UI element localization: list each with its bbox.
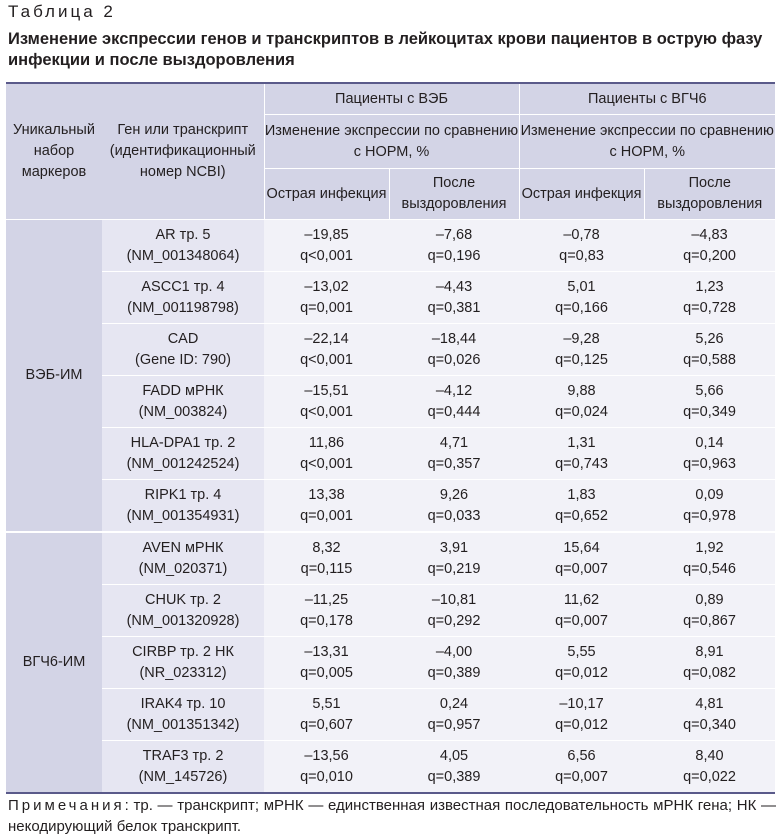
- change-value: 3,91: [439, 539, 469, 556]
- change-value: 5,66: [695, 382, 724, 399]
- table-row: [6, 324, 775, 376]
- value-cell: [389, 272, 519, 324]
- gene-cell: [102, 376, 264, 428]
- change-value: –10,17: [559, 695, 604, 712]
- value-cell: [644, 741, 775, 794]
- gene-cell: [102, 689, 264, 741]
- q-value: q=0,292: [427, 612, 481, 629]
- gene-name: AR тр. 5: [155, 226, 211, 243]
- value-cell: [264, 741, 389, 794]
- table-row: [6, 585, 775, 637]
- value-cell: [264, 272, 389, 324]
- q-value: q=0,588: [683, 351, 736, 368]
- change-value: 11,86: [308, 434, 345, 451]
- gene-name: ASCC1 тр. 4: [141, 278, 225, 295]
- data-table: [6, 82, 775, 794]
- value-cell: [644, 637, 775, 689]
- value-cell: [519, 689, 644, 741]
- gene-cell: [102, 585, 264, 637]
- q-value: q=0,867: [683, 612, 736, 629]
- change-value: 1,31: [567, 434, 596, 451]
- value-cell: [389, 220, 519, 272]
- gene-cell: [102, 532, 264, 585]
- q-value: q=0,026: [427, 351, 481, 368]
- value-cell: [519, 428, 644, 480]
- change-value: –4,12: [435, 382, 473, 399]
- value-cell: [264, 689, 389, 741]
- change-value: 0,14: [695, 434, 724, 451]
- value-cell: [644, 324, 775, 376]
- q-value: q<0,001: [300, 455, 353, 472]
- value-cell: [519, 480, 644, 533]
- gene-id: (NM_001348064): [126, 247, 240, 264]
- value-cell: [644, 585, 775, 637]
- q-value: q=0,546: [683, 560, 736, 577]
- header-change-ebv: Изменение экспрессии по сравнению с НОРМ, %: [264, 115, 519, 169]
- change-value: 5,51: [312, 695, 341, 712]
- table-row: [6, 532, 775, 585]
- table-title: Изменение экспрессии генов и транскриптов в лейкоцитах крови пациентов в острую фазу инфекции и после выздоровления: [8, 30, 763, 69]
- value-cell: [264, 637, 389, 689]
- change-value: –0,78: [563, 226, 600, 243]
- header-marker-set: Уникальный набор маркеров: [6, 83, 102, 220]
- gene-cell: [102, 741, 264, 794]
- change-value: 4,05: [439, 747, 469, 764]
- q-value: q=0,012: [555, 664, 608, 681]
- change-value: 8,91: [695, 643, 724, 660]
- q-value: q=0,012: [555, 716, 608, 733]
- q-value: q=0,178: [300, 612, 353, 629]
- q-value: q=0,389: [427, 664, 481, 681]
- value-cell: [644, 480, 775, 533]
- q-value: q=0,007: [555, 768, 608, 785]
- value-cell: [264, 220, 389, 272]
- change-value: 13,38: [308, 486, 345, 503]
- q-value: q=0,166: [555, 299, 608, 316]
- value-cell: [519, 220, 644, 272]
- table-row: [6, 480, 775, 533]
- gene-id: (Gene ID: 790): [135, 351, 231, 368]
- gene-cell: [102, 324, 264, 376]
- value-cell: [644, 272, 775, 324]
- gene-cell: [102, 428, 264, 480]
- gene-name: CAD: [167, 330, 199, 347]
- change-value: 9,88: [567, 382, 596, 399]
- q-value: q=0,022: [683, 768, 736, 785]
- gene-name: CHUK тр. 2: [145, 591, 221, 608]
- gene-id: (NR_023312): [139, 664, 227, 681]
- value-cell: [389, 741, 519, 794]
- change-value: –11,25: [304, 591, 349, 608]
- q-value: q<0,001: [300, 403, 353, 420]
- table-row: [6, 689, 775, 741]
- value-cell: [264, 532, 389, 585]
- q-value: q=0,200: [683, 247, 736, 264]
- value-cell: [644, 532, 775, 585]
- header-hhv6-recovery: После выздоровления: [644, 169, 775, 220]
- change-value: 15,64: [563, 539, 600, 556]
- table-row: [6, 741, 775, 794]
- change-value: 1,83: [567, 486, 596, 503]
- gene-name: IRAK4 тр. 10: [140, 695, 226, 712]
- change-value: –13,31: [304, 643, 349, 660]
- value-cell: [644, 689, 775, 741]
- gene-id: (NM_001198798): [127, 299, 239, 316]
- value-cell: [519, 585, 644, 637]
- change-value: –19,85: [304, 226, 349, 243]
- q-value: q=0,033: [427, 507, 481, 524]
- table-row: [6, 220, 775, 272]
- q-value: q=0,389: [427, 768, 481, 785]
- q-value: q=0,024: [555, 403, 608, 420]
- note-label: Примечания: [8, 797, 125, 814]
- table-note: [8, 795, 776, 837]
- value-cell: [389, 376, 519, 428]
- table-header: [6, 83, 775, 220]
- value-cell: [519, 324, 644, 376]
- gene-id: (NM_020371): [138, 560, 228, 577]
- q-value: q=0,219: [427, 560, 481, 577]
- gene-id: (NM_003824): [138, 403, 228, 420]
- change-value: –13,02: [304, 278, 349, 295]
- change-value: 4,71: [439, 434, 469, 451]
- table-row: [6, 272, 775, 324]
- q-value: q=0,349: [683, 403, 736, 420]
- change-value: –9,28: [563, 330, 600, 347]
- q-value: q=0,963: [683, 455, 736, 472]
- change-value: 5,26: [695, 330, 724, 347]
- q-value: q=0,010: [300, 768, 353, 785]
- gene-id: (NM_001320928): [126, 612, 240, 629]
- change-value: 0,24: [439, 695, 469, 712]
- change-value: 8,32: [312, 539, 341, 556]
- change-value: 1,92: [695, 539, 724, 556]
- header-group-hhv6: Пациенты с ВГЧ6: [519, 83, 775, 115]
- table-row: [6, 376, 775, 428]
- gene-name: AVEN мРНК: [142, 539, 224, 556]
- change-value: 0,09: [695, 486, 724, 503]
- change-value: –10,81: [431, 591, 477, 608]
- change-value: –4,00: [435, 643, 473, 660]
- value-cell: [519, 637, 644, 689]
- q-value: q<0,001: [300, 247, 353, 264]
- value-cell: [644, 376, 775, 428]
- value-cell: [264, 428, 389, 480]
- q-value: q=0,957: [427, 716, 481, 733]
- q-value: q=0,082: [683, 664, 736, 681]
- gene-name: HLA-DPA1 тр. 2: [130, 434, 236, 451]
- change-value: –22,14: [304, 330, 349, 347]
- change-value: 8,40: [695, 747, 724, 764]
- q-value: q=0,001: [300, 507, 353, 524]
- q-value: q=0,001: [300, 299, 353, 316]
- value-cell: [264, 376, 389, 428]
- change-value: –13,56: [304, 747, 349, 764]
- q-value: q=0,652: [555, 507, 608, 524]
- value-cell: [264, 324, 389, 376]
- change-value: –18,44: [431, 330, 477, 347]
- table-body: [6, 220, 775, 794]
- q-value: q<0,001: [300, 351, 353, 368]
- q-value: q=0,340: [683, 716, 736, 733]
- header-gene: Ген или транскрипт (идентификационный номер NCBI): [102, 83, 264, 220]
- value-cell: [519, 272, 644, 324]
- q-value: q=0,357: [427, 455, 481, 472]
- gene-id: (NM_145726): [138, 768, 228, 785]
- header-ebv-acute: Острая инфекция: [264, 169, 389, 220]
- value-cell: [264, 480, 389, 533]
- q-value: q=0,196: [427, 247, 481, 264]
- note-text: : тр. — транскрипт; мРНК — единственная известная последовательность мРНК гена; НК — некодирующий белок транскрипт.: [8, 797, 776, 835]
- q-value: q=0,381: [427, 299, 481, 316]
- q-value: q=0,978: [683, 507, 736, 524]
- value-cell: [519, 741, 644, 794]
- change-value: 11,62: [563, 591, 600, 608]
- header-group-ebv: Пациенты с ВЭБ: [264, 83, 519, 115]
- gene-cell: [102, 272, 264, 324]
- marker-set-cell: ВЭБ-ИМ: [6, 220, 102, 533]
- change-value: 6,56: [567, 747, 596, 764]
- change-value: 5,55: [567, 643, 596, 660]
- change-value: 0,89: [695, 591, 724, 608]
- change-value: 5,01: [567, 278, 596, 295]
- change-value: –15,51: [304, 382, 349, 399]
- gene-cell: [102, 220, 264, 272]
- gene-name: FADD мРНК: [142, 382, 224, 399]
- value-cell: [389, 585, 519, 637]
- change-value: 9,26: [439, 486, 469, 503]
- gene-cell: [102, 637, 264, 689]
- change-value: 1,23: [695, 278, 724, 295]
- q-value: q=0,007: [555, 560, 608, 577]
- gene-cell: [102, 480, 264, 533]
- gene-name: RIPK1 тр. 4: [144, 486, 222, 503]
- q-value: q=0,728: [683, 299, 736, 316]
- header-change-hhv6: Изменение экспрессии по сравнению с НОРМ, %: [519, 115, 775, 169]
- change-value: –4,83: [691, 226, 728, 243]
- gene-id: (NM_001354931): [126, 507, 240, 524]
- value-cell: [389, 480, 519, 533]
- header-ebv-recovery: После выздоровления: [389, 169, 519, 220]
- table-row: [6, 637, 775, 689]
- q-value: q=0,743: [555, 455, 608, 472]
- q-value: q=0,007: [555, 612, 608, 629]
- q-value: q=0,125: [555, 351, 608, 368]
- gene-name: CIRBP тр. 2 НК: [132, 643, 234, 660]
- value-cell: [389, 324, 519, 376]
- gene-id: (NM_001242524): [126, 455, 240, 472]
- value-cell: [644, 428, 775, 480]
- value-cell: [389, 428, 519, 480]
- table-row: [6, 428, 775, 480]
- table-caption: Таблица 2: [8, 2, 116, 21]
- value-cell: [389, 532, 519, 585]
- gene-id: (NM_001351342): [126, 716, 240, 733]
- value-cell: [389, 637, 519, 689]
- value-cell: [644, 220, 775, 272]
- value-cell: [519, 532, 644, 585]
- q-value: q=0,607: [300, 716, 353, 733]
- value-cell: [389, 689, 519, 741]
- value-cell: [519, 376, 644, 428]
- change-value: 4,81: [695, 695, 724, 712]
- header-hhv6-acute: Острая инфекция: [519, 169, 644, 220]
- q-value: q=0,115: [300, 560, 353, 577]
- change-value: –7,68: [435, 226, 473, 243]
- marker-set-cell: ВГЧ6-ИМ: [6, 532, 102, 793]
- q-value: q=0,83: [559, 247, 604, 264]
- change-value: –4,43: [435, 278, 473, 295]
- value-cell: [264, 585, 389, 637]
- q-value: q=0,005: [300, 664, 353, 681]
- gene-name: TRAF3 тр. 2: [142, 747, 224, 764]
- q-value: q=0,444: [427, 403, 481, 420]
